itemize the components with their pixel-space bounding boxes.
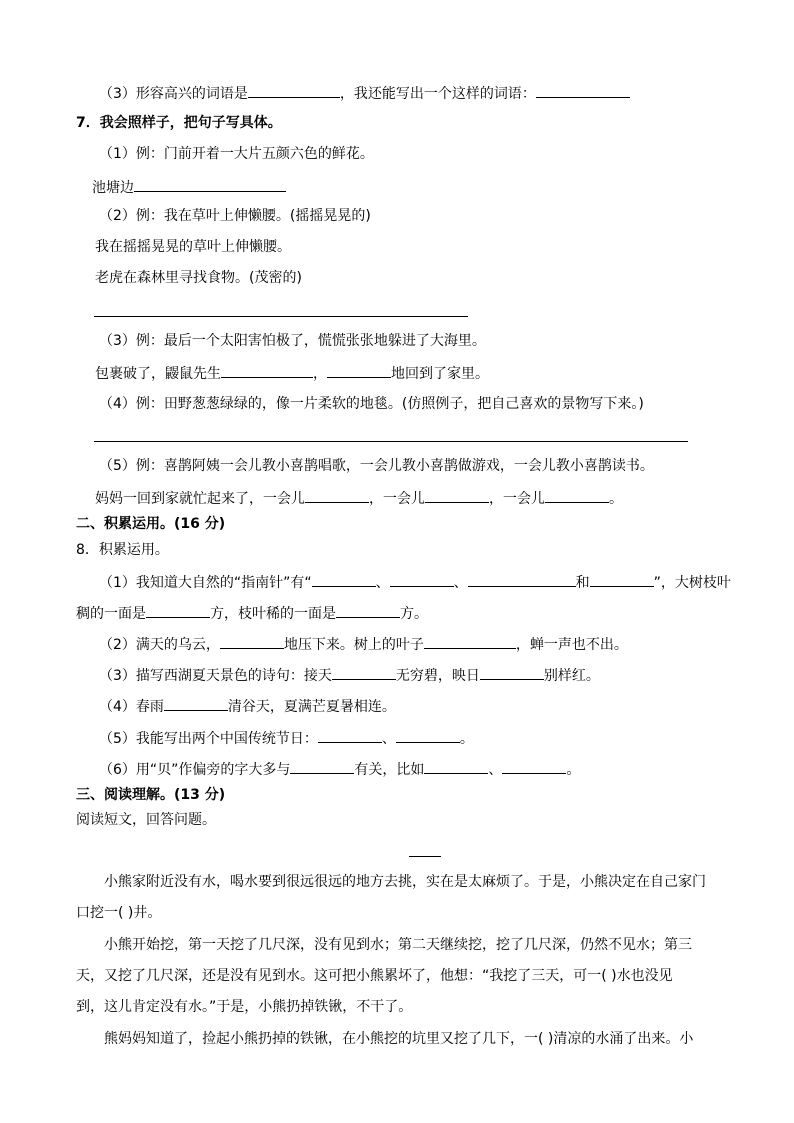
q8-5-line: （5）我能写出两个中国传统节日： 、 。 — [99, 727, 474, 749]
blank-festival-2[interactable] — [396, 727, 460, 743]
blank-mom-1[interactable] — [305, 487, 369, 503]
blank-leaves[interactable] — [424, 633, 516, 649]
q8-title: 8．积累运用。 — [76, 542, 169, 558]
blank-happy-word[interactable] — [248, 82, 340, 98]
q8-2-line: （2）满天的乌云， 地压下来。树上的叶子 ，蝉一声也不出。 — [99, 633, 628, 655]
blank-char-2[interactable] — [502, 758, 566, 774]
blank-clouds[interactable] — [220, 633, 284, 649]
passage-p2-line3: 到，这儿肯定没有水。”于是，小熊扔掉铁锹，不干了。 — [76, 999, 413, 1015]
passage-p3-line1: 熊妈妈知道了，捡起小熊扔掉的铁锹，在小熊挖的坑里又挖了几下，一( )清凉的水涌了出来。小 — [104, 1031, 694, 1047]
blank-compass-2[interactable] — [390, 571, 454, 587]
q7-3-prompt: 包裹破了，鼹鼠先生 ， 地回到了家里。 — [95, 362, 489, 384]
q8-1b-line: 稠的一面是 方，枝叶稀的一面是 方。 — [76, 602, 428, 624]
blank-pond[interactable] — [134, 176, 286, 192]
passage-p2-line1: 小熊开始挖，第一天挖了几尺深，没有见到水；第二天继续挖，挖了几尺深，仍然不见水；第三 — [104, 937, 692, 953]
q8-3-line: （3）描写西湖夏天景色的诗句：接天 无穷碧，映日 别样红。 — [99, 664, 600, 686]
q8-4-line: （4）春雨 清谷天，夏满芒夏暑相连。 — [99, 695, 396, 717]
q7-2-example: （2）例：我在草叶上伸懒腰。(摇摇晃晃的) — [99, 208, 371, 224]
q7-1-example: （1）例：门前开着一大片五颜六色的鲜花。 — [99, 146, 374, 162]
q7-title: 7．我会照样子，把句子写具体。 — [76, 115, 282, 131]
passage-p1-line2: 口挖一( )井。 — [76, 905, 162, 921]
q7-5-example: （5）例：喜鹊阿姨一会儿教小喜鹊唱歌，一会儿教小喜鹊做游戏，一会儿教小喜鹊读书。 — [99, 458, 654, 474]
q8-6-line: （6）用“贝”作偏旁的字大多与 有关，比如 、 。 — [99, 758, 580, 780]
q7-3-example: （3）例：最后一个太阳害怕极了，慌慌张张地躲进了大海里。 — [99, 333, 486, 349]
blank-extra-word[interactable] — [536, 82, 630, 98]
passage-p2-line2: 天，又挖了几尺深，还是没有见到水。这可把小熊累坏了，他想：“我挖了三天，可一( )水也没见 — [76, 968, 673, 984]
blank-solar-term[interactable] — [164, 695, 228, 711]
blank-radical[interactable] — [290, 758, 354, 774]
q6-3-line: （3）形容高兴的词语是 ，我还能写出一个这样的词语： — [99, 82, 630, 104]
q7-5-prompt: 妈妈一回到家就忙起来了，一会儿 ，一会儿 ，一会儿 。 — [95, 487, 623, 509]
blank-poem-2[interactable] — [480, 664, 544, 680]
blank-dense-side[interactable] — [146, 602, 210, 618]
q7-4-example: （4）例：田野葱葱绿绿的，像一片柔软的地毯。(仿照例子，把自己喜欢的景物写下来。) — [99, 396, 644, 412]
blank-compass-1[interactable] — [312, 571, 376, 587]
q8-1-line: （1）我知道大自然的“指南针”有“ 、 、 和 ”，大树枝叶 — [99, 571, 731, 593]
blank-mom-2[interactable] — [425, 487, 489, 503]
q7-1-prompt: 池塘边 — [92, 176, 286, 198]
blank-festival-1[interactable] — [318, 727, 382, 743]
passage-title-blank[interactable] — [409, 856, 441, 857]
blank-compass-3[interactable] — [468, 571, 576, 587]
blank-mole-2[interactable] — [327, 362, 391, 378]
blank-mom-3[interactable] — [545, 487, 609, 503]
q7-2-result: 我在摇摇晃晃的草叶上伸懒腰。 — [95, 239, 291, 255]
blank-compass-4[interactable] — [590, 571, 654, 587]
section-2-heading: 二、积累运用。(16 分) — [76, 516, 226, 532]
section-3-heading: 三、阅读理解。(13 分) — [76, 787, 226, 803]
passage-p1-line1: 小熊家附近没有水，喝水要到很远很远的地方去挑，实在是太麻烦了。于是，小熊决定在自己家门 — [104, 874, 706, 890]
q7-2-prompt: 老虎在森林里寻找食物。(茂密的) — [95, 270, 302, 286]
blank-sparse-side[interactable] — [336, 602, 400, 618]
blank-char-1[interactable] — [424, 758, 488, 774]
blank-poem-1[interactable] — [332, 664, 396, 680]
answer-line-tiger[interactable] — [94, 316, 468, 317]
answer-line-scenery[interactable] — [94, 441, 688, 442]
reading-instruction: 阅读短文，回答问题。 — [76, 812, 216, 828]
blank-mole-1[interactable] — [221, 362, 313, 378]
